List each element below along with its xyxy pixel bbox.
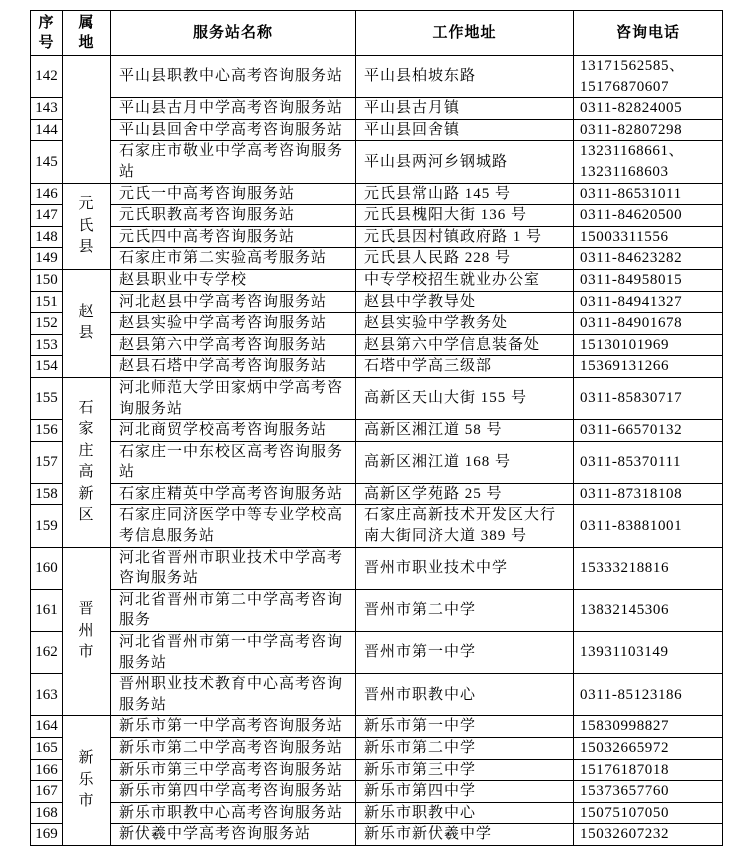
station-name-cell: 平山县回舍中学高考咨询服务站 xyxy=(111,119,356,141)
station-no-cell: 167 xyxy=(31,781,63,803)
region-cell xyxy=(63,183,111,269)
table-row xyxy=(31,824,723,846)
table-row xyxy=(31,632,723,674)
station-address-cell: 新乐市第四中学 xyxy=(356,781,574,803)
station-phone-cell: 0311-85123186 xyxy=(574,674,723,716)
station-phone-cell: 15373657760 xyxy=(574,781,723,803)
station-no-cell: 152 xyxy=(31,313,63,335)
station-phone-cell: 15369131266 xyxy=(574,356,723,378)
station-phone-cell: 0311-87318108 xyxy=(574,483,723,505)
station-phone-cell: 0311-86531011 xyxy=(574,183,723,205)
station-address-cell: 晋州市第一中学 xyxy=(356,632,574,674)
station-name-cell: 平山县古月中学高考咨询服务站 xyxy=(111,98,356,120)
station-no-cell: 158 xyxy=(31,483,63,505)
station-no-cell: 146 xyxy=(31,183,63,205)
station-phone-cell: 15333218816 xyxy=(574,547,723,589)
station-address-cell: 新乐市第三中学 xyxy=(356,759,574,781)
table-row xyxy=(31,119,723,141)
station-address-cell: 平山县柏坡东路 xyxy=(356,56,574,98)
station-name-cell: 石家庄一中东校区高考咨询服务站 xyxy=(111,441,356,483)
station-name-cell: 河北省晋州市职业技术中学高考咨询服务站 xyxy=(111,547,356,589)
station-address-cell: 高新区湘江道 58 号 xyxy=(356,420,574,442)
station-name-cell: 元氏一中高考咨询服务站 xyxy=(111,183,356,205)
table-row xyxy=(31,269,723,291)
station-no-cell: 149 xyxy=(31,248,63,270)
station-no-cell: 166 xyxy=(31,759,63,781)
station-no-cell: 161 xyxy=(31,589,63,631)
station-phone-cell: 0311-66570132 xyxy=(574,420,723,442)
station-address-cell: 高新区学苑路 25 号 xyxy=(356,483,574,505)
table-row xyxy=(31,377,723,419)
station-name-cell: 河北省晋州市第一中学高考咨询服务站 xyxy=(111,632,356,674)
station-phone-cell: 0311-84941327 xyxy=(574,291,723,313)
column-header-region-label: 属地 xyxy=(78,14,95,51)
station-name-cell: 平山县职教中心高考咨询服务站 xyxy=(111,56,356,98)
region-cell xyxy=(63,716,111,846)
station-phone-cell: 15003311556 xyxy=(574,226,723,248)
station-no-cell: 145 xyxy=(31,141,63,183)
station-phone-cell: 13832145306 xyxy=(574,589,723,631)
station-address-cell: 中专学校招生就业办公室 xyxy=(356,269,574,291)
station-address-cell: 元氏县常山路 145 号 xyxy=(356,183,574,205)
table-row xyxy=(31,589,723,631)
region-label: 晋州市 xyxy=(78,601,95,661)
station-no-cell: 148 xyxy=(31,226,63,248)
table-row xyxy=(31,183,723,205)
station-no-cell: 154 xyxy=(31,356,63,378)
station-address-cell: 赵县第六中学信息装备处 xyxy=(356,334,574,356)
table-row xyxy=(31,248,723,270)
table-row xyxy=(31,291,723,313)
table-row xyxy=(31,313,723,335)
station-phone-cell: 15176187018 xyxy=(574,759,723,781)
station-name-cell: 新乐市第三中学高考咨询服务站 xyxy=(111,759,356,781)
table-row xyxy=(31,802,723,824)
table-row xyxy=(31,56,723,98)
station-no-cell: 169 xyxy=(31,824,63,846)
station-no-cell: 157 xyxy=(31,441,63,483)
region-cell xyxy=(63,269,111,377)
station-no-cell: 150 xyxy=(31,269,63,291)
station-address-cell: 赵县中学教导处 xyxy=(356,291,574,313)
station-address-cell: 新乐市新伏羲中学 xyxy=(356,824,574,846)
station-name-cell: 新乐市职教中心高考咨询服务站 xyxy=(111,802,356,824)
station-name-cell: 石家庄精英中学高考咨询服务站 xyxy=(111,483,356,505)
table-row xyxy=(31,141,723,183)
station-address-cell: 晋州市第二中学 xyxy=(356,589,574,631)
station-address-cell: 晋州市职业技术中学 xyxy=(356,547,574,589)
region-label: 元氏县 xyxy=(78,196,95,255)
station-no-cell: 153 xyxy=(31,334,63,356)
station-address-cell: 新乐市第二中学 xyxy=(356,738,574,760)
station-name-cell: 河北赵县中学高考咨询服务站 xyxy=(111,291,356,313)
station-name-cell: 河北师范大学田家炳中学高考咨询服务站 xyxy=(111,377,356,419)
region-label: 石家庄高新区 xyxy=(78,399,95,524)
station-name-cell: 石家庄市第二实验高考服务站 xyxy=(111,248,356,270)
table-row xyxy=(31,505,723,547)
region-label: 赵县 xyxy=(78,303,95,342)
station-phone-cell: 13931103149 xyxy=(574,632,723,674)
station-no-cell: 163 xyxy=(31,674,63,716)
station-no-cell: 168 xyxy=(31,802,63,824)
station-no-cell: 147 xyxy=(31,205,63,227)
column-header-phone: 咨询电话 xyxy=(574,11,723,56)
station-name-cell: 新乐市第二中学高考咨询服务站 xyxy=(111,738,356,760)
region-cell xyxy=(63,56,111,184)
station-name-cell: 石家庄市敬业中学高考咨询服务站 xyxy=(111,141,356,183)
service-station-table xyxy=(30,10,723,846)
table-row xyxy=(31,674,723,716)
table-row xyxy=(31,716,723,738)
station-name-cell: 赵县石塔中学高考咨询服务站 xyxy=(111,356,356,378)
station-address-cell: 晋州市职教中心 xyxy=(356,674,574,716)
table-row xyxy=(31,226,723,248)
station-name-cell: 赵县第六中学高考咨询服务站 xyxy=(111,334,356,356)
station-name-cell: 河北商贸学校高考咨询服务站 xyxy=(111,420,356,442)
table-header xyxy=(31,11,723,56)
station-no-cell: 165 xyxy=(31,738,63,760)
station-no-cell: 159 xyxy=(31,505,63,547)
station-address-cell: 元氏县槐阳大街 136 号 xyxy=(356,205,574,227)
station-no-cell: 142 xyxy=(31,56,63,98)
station-phone-cell: 0311-83881001 xyxy=(574,505,723,547)
station-address-cell: 高新区天山大街 155 号 xyxy=(356,377,574,419)
column-header-no-label: 序号 xyxy=(38,14,55,51)
table-row xyxy=(31,547,723,589)
station-phone-cell: 0311-84620500 xyxy=(574,205,723,227)
header-row xyxy=(31,11,723,56)
station-no-cell: 156 xyxy=(31,420,63,442)
station-no-cell: 151 xyxy=(31,291,63,313)
station-phone-cell: 15830998827 xyxy=(574,716,723,738)
table-row xyxy=(31,420,723,442)
station-address-cell: 元氏县因村镇政府路 1 号 xyxy=(356,226,574,248)
station-name-cell: 新乐市第一中学高考咨询服务站 xyxy=(111,716,356,738)
station-name-cell: 元氏职教高考咨询服务站 xyxy=(111,205,356,227)
station-address-cell: 赵县实验中学教务处 xyxy=(356,313,574,335)
station-phone-cell: 13171562585、15176870607 xyxy=(574,56,723,98)
station-name-cell: 新伏羲中学高考咨询服务站 xyxy=(111,824,356,846)
station-phone-cell: 0311-84901678 xyxy=(574,313,723,335)
station-name-cell: 元氏四中高考咨询服务站 xyxy=(111,226,356,248)
station-phone-cell: 15032665972 xyxy=(574,738,723,760)
station-no-cell: 144 xyxy=(31,119,63,141)
column-header-region xyxy=(63,11,111,56)
station-phone-cell: 15130101969 xyxy=(574,334,723,356)
table-row xyxy=(31,334,723,356)
station-no-cell: 143 xyxy=(31,98,63,120)
column-header-no xyxy=(31,11,63,56)
table-row xyxy=(31,781,723,803)
station-phone-cell: 15032607232 xyxy=(574,824,723,846)
station-address-cell: 高新区湘江道 168 号 xyxy=(356,441,574,483)
table-row xyxy=(31,205,723,227)
table-row xyxy=(31,759,723,781)
region-cell xyxy=(63,377,111,547)
station-address-cell: 平山县两河乡钢城路 xyxy=(356,141,574,183)
station-address-cell: 平山县古月镇 xyxy=(356,98,574,120)
station-address-cell: 石家庄高新技术开发区大行南大街同济大道 389 号 xyxy=(356,505,574,547)
station-address-cell: 新乐市职教中心 xyxy=(356,802,574,824)
station-phone-cell: 0311-82807298 xyxy=(574,119,723,141)
table-row xyxy=(31,483,723,505)
station-phone-cell: 0311-85370111 xyxy=(574,441,723,483)
region-cell xyxy=(63,547,111,716)
table-row xyxy=(31,738,723,760)
station-no-cell: 155 xyxy=(31,377,63,419)
station-address-cell: 石塔中学高三级部 xyxy=(356,356,574,378)
region-label: 新乐市 xyxy=(78,750,95,810)
station-phone-cell: 15075107050 xyxy=(574,802,723,824)
station-address-cell: 元氏县人民路 228 号 xyxy=(356,248,574,270)
station-name-cell: 石家庄同济医学中等专业学校高考信息服务站 xyxy=(111,505,356,547)
station-phone-cell: 0311-82824005 xyxy=(574,98,723,120)
table-row xyxy=(31,356,723,378)
column-header-address: 工作地址 xyxy=(356,11,574,56)
station-phone-cell: 13231168661、13231168603 xyxy=(574,141,723,183)
table-body xyxy=(31,56,723,846)
station-name-cell: 赵县实验中学高考咨询服务站 xyxy=(111,313,356,335)
station-name-cell: 赵县职业中专学校 xyxy=(111,269,356,291)
station-name-cell: 新乐市第四中学高考咨询服务站 xyxy=(111,781,356,803)
station-phone-cell: 0311-84623282 xyxy=(574,248,723,270)
station-phone-cell: 0311-84958015 xyxy=(574,269,723,291)
station-phone-cell: 0311-85830717 xyxy=(574,377,723,419)
station-no-cell: 162 xyxy=(31,632,63,674)
station-name-cell: 河北省晋州市第二中学高考咨询服务 xyxy=(111,589,356,631)
station-name-cell: 晋州职业技术教育中心高考咨询服务站 xyxy=(111,674,356,716)
station-no-cell: 160 xyxy=(31,547,63,589)
station-address-cell: 新乐市第一中学 xyxy=(356,716,574,738)
table-row xyxy=(31,98,723,120)
station-address-cell: 平山县回舍镇 xyxy=(356,119,574,141)
table-row xyxy=(31,441,723,483)
station-no-cell: 164 xyxy=(31,716,63,738)
column-header-name: 服务站名称 xyxy=(111,11,356,56)
